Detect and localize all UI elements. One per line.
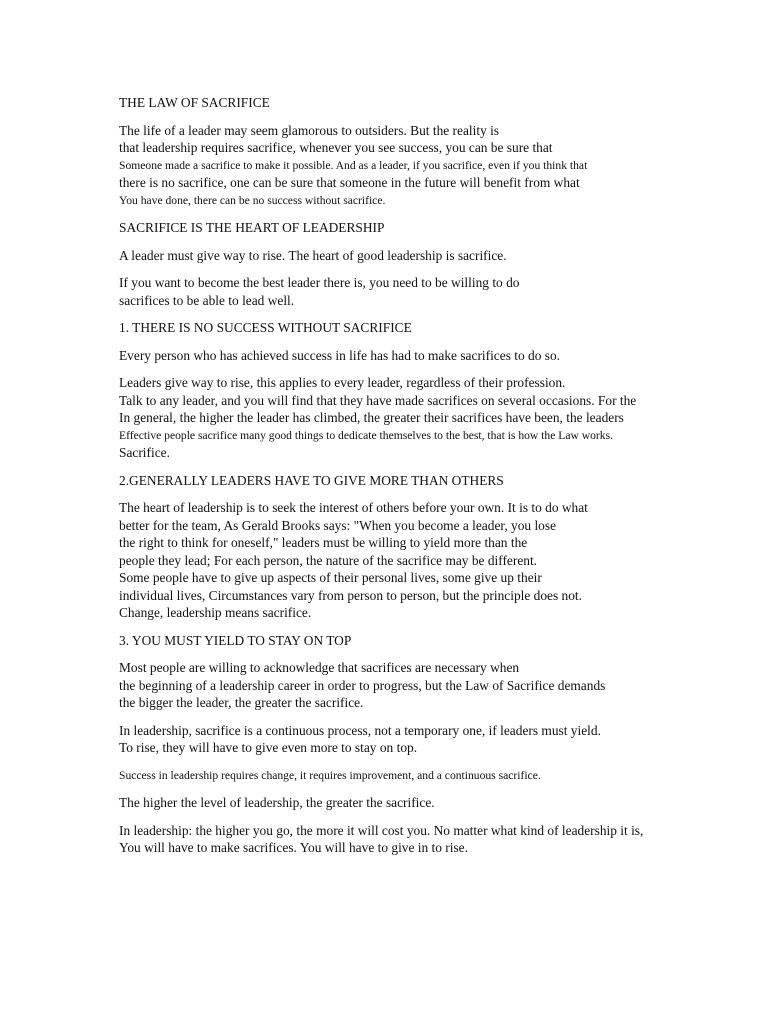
text-line: You will have to make sacrifices. You will have to give in to rise. (119, 840, 468, 855)
text-line: Talk to any leader, and you will find that they have made sacrifices on several occasions. For the (119, 392, 637, 408)
text-line: In general, the higher the leader has climbed, the greater their sacrifices have been, the leaders (119, 410, 624, 425)
text-line: there is no sacrifice, one can be sure that someone in the future will benefit from what (119, 175, 580, 190)
document-body (119, 94, 719, 857)
text-line: In leadership, sacrifice is a continuous process, not a temporary one, if leaders must yield. (119, 722, 601, 738)
paragraph-intro (119, 122, 719, 210)
text-line: In leadership: the higher you go, the more it will cost you. No matter what kind of leadership it is, (119, 822, 644, 838)
text-line: people they lead; For each person, the nature of the sacrifice may be different. (119, 552, 538, 568)
section-heading: 1. THERE IS NO SUCCESS WITHOUT SACRIFICE (119, 320, 412, 335)
text-line: the beginning of a leadership career in order to progress, but the Law of Sacrifice demands (119, 677, 606, 693)
text-line: the right to think for oneself," leaders must be willing to yield more than the (119, 535, 528, 550)
paragraph (119, 274, 719, 309)
text-line: the bigger the leader, the greater the sacrifice. (119, 695, 364, 710)
text-line: A leader must give way to rise. The heart of good leadership is sacrifice. (119, 247, 507, 263)
text-line: that leadership requires sacrifice, whenever you see success, you can be sure that (119, 140, 553, 155)
paragraph (119, 822, 719, 857)
text-line: You have done, there can be no success without sacrifice. (119, 193, 386, 207)
paragraph (119, 767, 719, 785)
paragraph (119, 499, 719, 622)
text-line: Success in leadership requires change, it requires improvement, and a continuous sacrifice. (119, 768, 541, 782)
paragraph (119, 247, 719, 265)
text-line: The heart of leadership is to seek the interest of others before your own. It is to do what (119, 500, 588, 515)
section-heading: 3. YOU MUST YIELD TO STAY ON TOP (119, 632, 352, 648)
text-line: individual lives, Circumstances vary from person to person, but the principle does not. (119, 587, 582, 603)
section-heading: 2.GENERALLY LEADERS HAVE TO GIVE MORE THAN OTHERS (119, 472, 504, 488)
text-line: If you want to become the best leader there is, you need to be willing to do (119, 275, 520, 290)
paragraph (119, 347, 719, 365)
text-line: Effective people sacrifice many good things to dedicate themselves to the best, that is how the Law works. (119, 428, 613, 442)
paragraph (119, 374, 719, 462)
text-line: sacrifices to be able to lead well. (119, 292, 295, 308)
text-line: Some people have to give up aspects of their personal lives, some give up their (119, 570, 542, 585)
paragraph (119, 659, 719, 712)
paragraph (119, 722, 719, 757)
document-title: THE LAW OF SACRIFICE (119, 95, 270, 110)
paragraph (119, 794, 719, 812)
text-line: The higher the level of leadership, the greater the sacrifice. (119, 795, 435, 810)
text-line: Most people are willing to acknowledge that sacrifices are necessary when (119, 660, 520, 675)
text-line: The life of a leader may seem glamorous to outsiders. But the reality is (119, 122, 500, 138)
text-line: Change, leadership means sacrifice. (119, 605, 312, 620)
text-line: Leaders give way to rise, this applies to every leader, regardless of their profession. (119, 375, 566, 390)
text-line: better for the team, As Gerald Brooks says: "When you become a leader, you lose (119, 517, 557, 533)
section-heading: SACRIFICE IS THE HEART OF LEADERSHIP (119, 220, 385, 235)
text-line: Someone made a sacrifice to make it possible. And as a leader, if you sacrifice, even if you think that (119, 158, 588, 172)
text-line: Sacrifice. (119, 445, 170, 460)
text-line: Every person who has achieved success in life has had to make sacrifices to do so. (119, 347, 561, 363)
text-line: To rise, they will have to give even more to stay on top. (119, 740, 418, 755)
